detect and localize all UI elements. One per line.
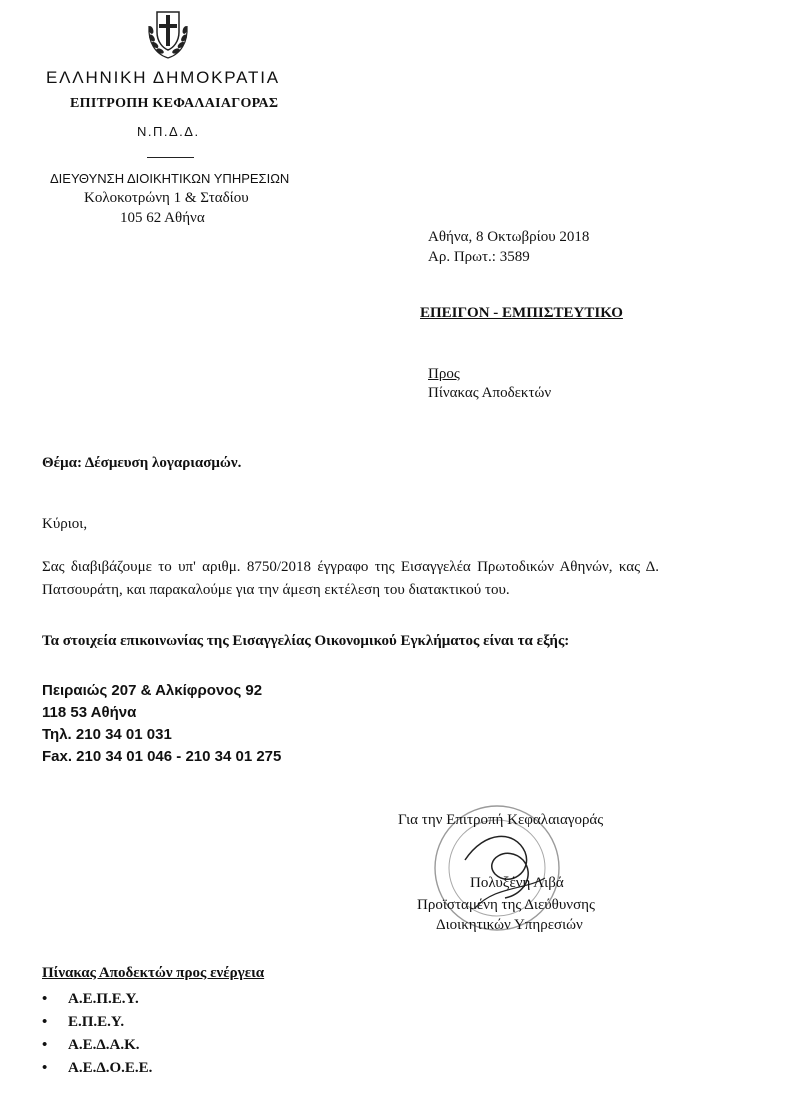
to-recipient: Πίνακας Αποδεκτών (428, 385, 552, 401)
authority-name: ΕΠΙΤΡΟΠΗ ΚΕΦΑΛΑΙΑΓΟΡΑΣ (70, 96, 279, 111)
bullet-icon: • (42, 991, 48, 1007)
bullet-icon: • (42, 1014, 48, 1030)
list-item: • Α.Ε.Δ.Ο.Ε.Ε. (42, 1057, 152, 1080)
list-item: • Ε.Π.Ε.Υ. (42, 1011, 152, 1034)
legal-form: Ν.Π.Δ.Δ. (137, 124, 200, 139)
recipients-list (42, 988, 152, 1080)
to-label: Προς (428, 366, 460, 382)
recipients-title: Πίνακας Αποδεκτών προς ενέργεια (42, 965, 265, 981)
contact-city: 118 53 Αθήνα (42, 704, 137, 721)
bullet-icon: • (42, 1037, 48, 1053)
document-date: Αθήνα, 8 Οκτωβρίου 2018 (428, 229, 590, 245)
list-item: • Α.Ε.Δ.Α.Κ. (42, 1034, 152, 1057)
bullet-icon: • (42, 1060, 48, 1076)
address-line-1: Κολοκοτρώνη 1 & Σταδίου (84, 190, 249, 206)
contact-address: Πειραιώς 207 & Αλκίφρονος 92 (42, 682, 263, 699)
main-paragraph: Σας διαβιβάζουμε το υπ' αριθμ. 8750/2018 έγγραφο της Εισαγγελέα Πρωτοδικών Αθηνών, κας Δ. Πατσουράτη, και παρακαλούμε για την άμεση εκτέλεση του διατακτικού του. (42, 559, 659, 598)
classification-label: ΕΠΕΙΓΟΝ - ΕΜΠΙΣΤΕΥΤΙΚΟ (420, 305, 623, 321)
country-heading: ΕΛΛΗΝΙΚΗ ΔΗΜΟΚΡΑΤΙΑ (46, 68, 280, 87)
department-name: ΔΙΕΥΘΥΝΣΗ ΔΙΟΙΚΗΤΙΚΩΝ ΥΠΗΡΕΣΙΩΝ (50, 171, 290, 186)
contact-fax: Fax. 210 34 01 046 - 210 34 01 275 (42, 748, 282, 765)
protocol-number: Αρ. Πρωτ.: 3589 (428, 249, 530, 265)
contact-details (42, 680, 281, 768)
greek-coat-of-arms-icon (145, 2, 191, 60)
signatory-name: Πολυξένη Λιβά (470, 875, 564, 891)
subject-line: Θέμα: Δέσμευση λογαριασμών. (42, 455, 242, 471)
signatory-title: Προϊσταμένη της Διεύθυνσης (417, 897, 595, 913)
header-divider (147, 157, 194, 158)
contact-phone: Τηλ. 210 34 01 031 (42, 726, 172, 743)
greeting: Κύριοι, (42, 516, 88, 532)
signatory-department: Διοικητικών Υπηρεσιών (436, 917, 583, 933)
contact-intro: Τα στοιχεία επικοινωνίας της Εισαγγελίας Οικονομικού Εγκλήματος είναι τα εξής: (42, 633, 570, 649)
address-line-2: 105 62 Αθήνα (120, 210, 205, 226)
list-item: • Α.Ε.Π.Ε.Υ. (42, 988, 152, 1011)
signature-for-line: Για την Επιτροπή Κεφαλαιαγοράς (398, 812, 604, 828)
